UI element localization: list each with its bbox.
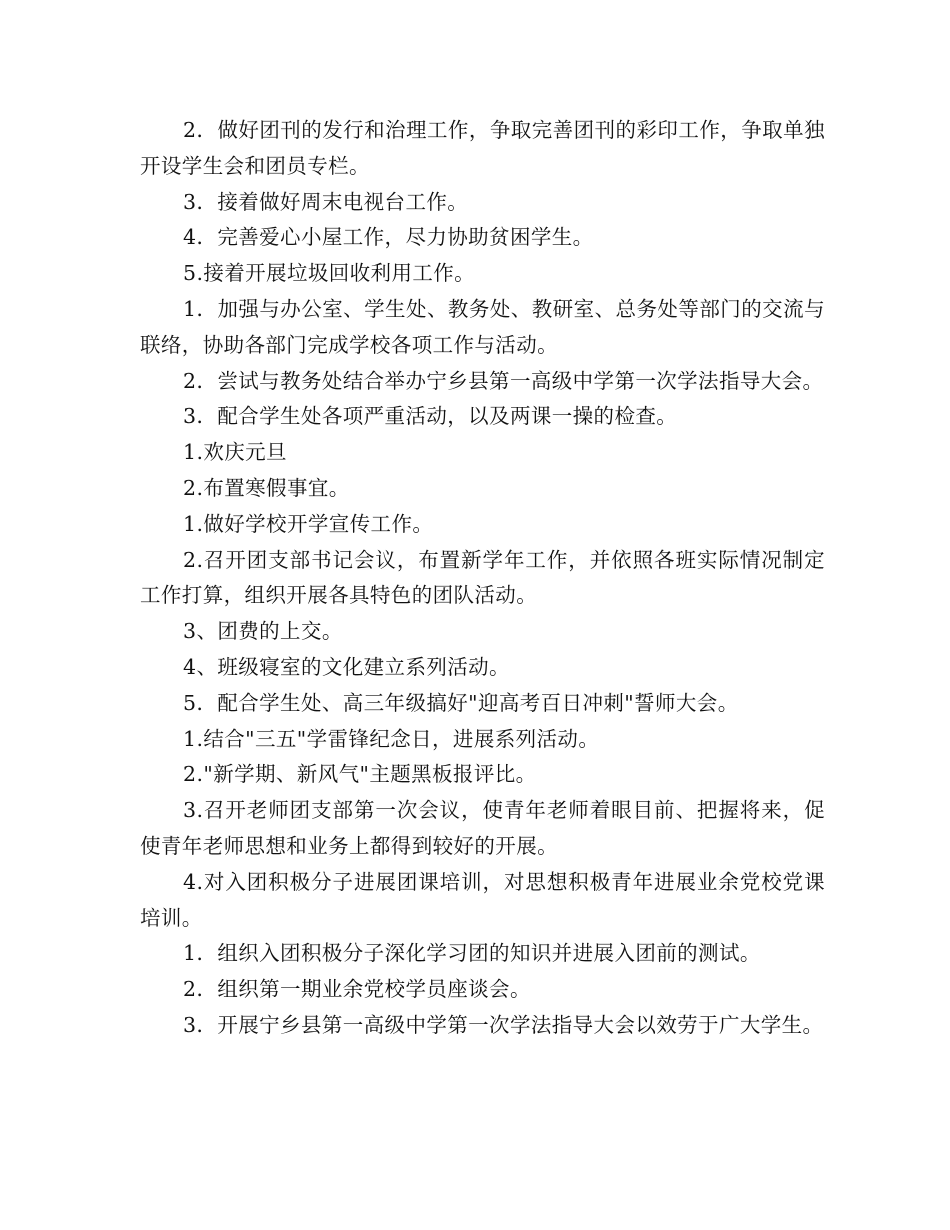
paragraph: 4.对入团积极分子进展团课培训，对思想积极青年进展业余党校党课培训。: [140, 869, 825, 930]
paragraph: 1.结合"三五"学雷锋纪念日，进展系列活动。: [183, 726, 600, 751]
paragraph: 2.召开团支部书记会议，布置新学年工作，并依照各班实际情况制定工作打算，组织开展各具特色的团队活动。: [140, 547, 825, 608]
paragraph: 4、班级寝室的文化建立系列活动。: [183, 654, 510, 679]
paragraph: 2．做好团刊的发行和治理工作，争取完善团刊的彩印工作，争取单独开设学生会和团员专栏。: [140, 118, 825, 178]
paragraph: 1.做好学校开学宣传工作。: [183, 511, 434, 536]
document-body: [140, 113, 825, 1044]
paragraph: 2.布置寒假事宜。: [183, 475, 350, 500]
paragraph: 2."新学期、新风气"主题黑板报评比。: [183, 762, 537, 787]
paragraph: 3．接着做好周末电视台工作。: [183, 189, 469, 214]
paragraph: 5．配合学生处、高三年级搞好"迎高考百日冲刺"誓师大会。: [183, 690, 739, 715]
paragraph: 2．尝试与教务处结合举办宁乡县第一高级中学第一次学法指导大会。: [183, 368, 824, 393]
paragraph: 1．组织入团积极分子深化学习团的知识并进展入团前的测试。: [183, 941, 761, 966]
paragraph: 2．组织第一期业余党校学员座谈会。: [183, 977, 531, 1002]
paragraph: 1.欢庆元旦: [183, 440, 287, 465]
paragraph: 5.接着开展垃圾回收利用工作。: [183, 261, 476, 286]
paragraph: 3.召开老师团支部第一次会议，使青年老师着眼目前、把握将来，促使青年老师思想和业务上都得到较好的开展。: [140, 798, 825, 858]
paragraph: 1．加强与办公室、学生处、教务处、教研室、总务处等部门的交流与联络，协助各部门完成学校各项工作与活动。: [140, 296, 825, 357]
paragraph: 3．配合学生处各项严重活动，以及两课一操的检查。: [183, 404, 678, 429]
paragraph: 3、团费的上交。: [183, 619, 343, 644]
paragraph: 3．开展宁乡县第一高级中学第一次学法指导大会以效劳于广大学生。: [183, 1012, 824, 1037]
paragraph: 4．完善爱心小屋工作，尽力协助贫困学生。: [183, 225, 594, 250]
